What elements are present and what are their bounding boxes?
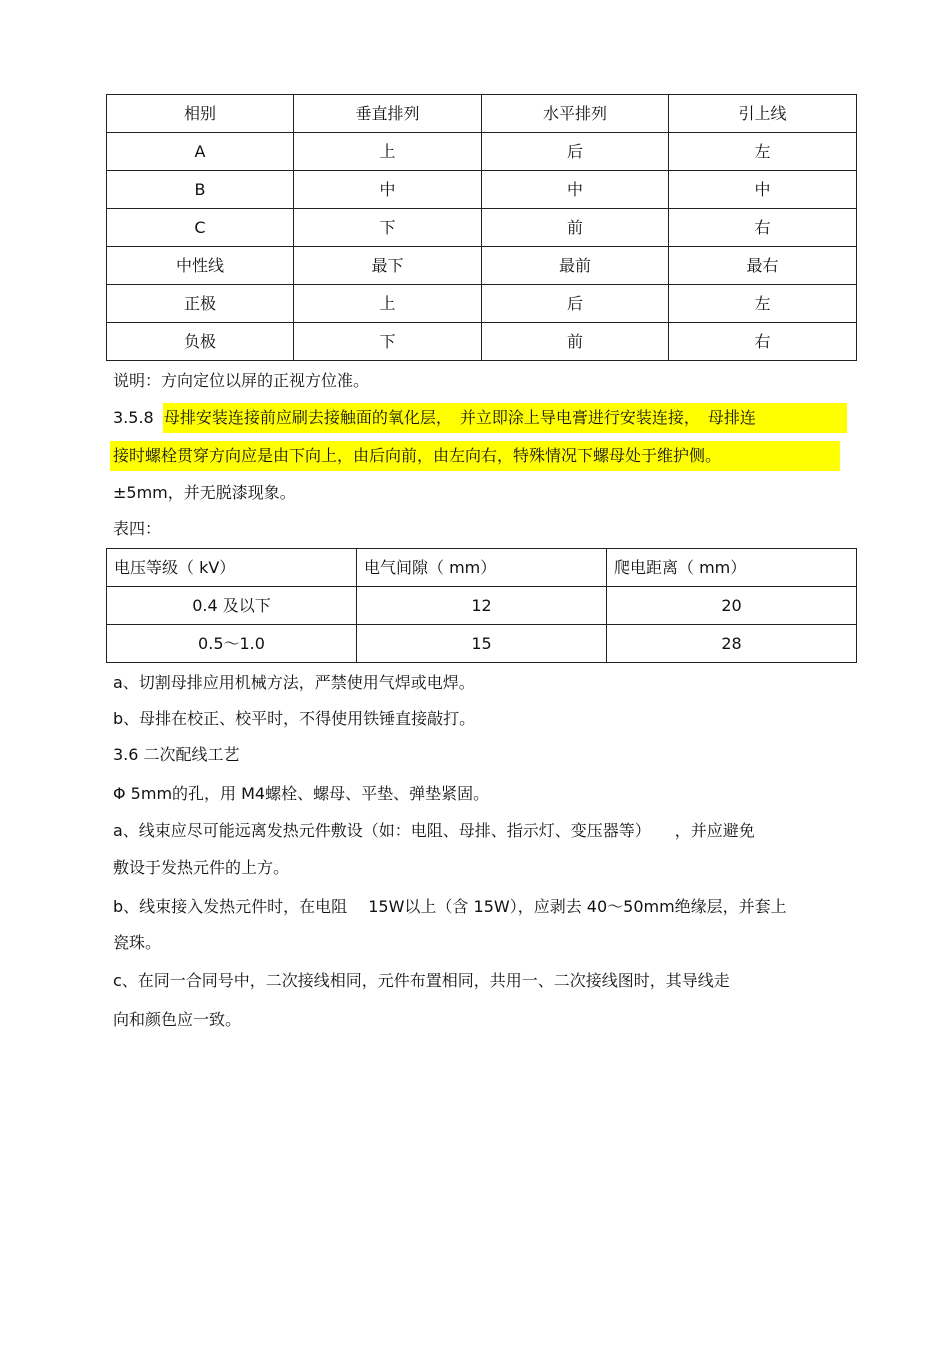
table-4-label: 表四：	[113, 519, 162, 538]
table-cell: 12	[357, 587, 607, 625]
item-b-straightening: b、母排在校正、校平时，不得使用铁锤直接敲打。	[113, 709, 476, 728]
header-voltage-level: 电压等级（ kV）	[107, 549, 357, 587]
table-cell: C	[107, 209, 294, 247]
header-lead-up: 引上线	[669, 95, 857, 133]
item-b-heat-line-2: 瓷珠。	[113, 933, 162, 952]
table-cell: 右	[669, 323, 857, 361]
table-cell: 左	[669, 133, 857, 171]
table-cell: 负极	[107, 323, 294, 361]
phase-arrangement-table	[106, 94, 857, 361]
item-a-cutting: a、切割母排应用机械方法，严禁使用气焊或电焊。	[113, 673, 475, 692]
item-c-same-line-2: 向和颜色应一致。	[113, 1010, 242, 1029]
table-cell: 最前	[482, 247, 669, 285]
table-row	[107, 209, 857, 247]
tolerance-text: ±5mm，并无脱漆现象。	[113, 483, 296, 502]
table-cell: 上	[294, 285, 482, 323]
table-cell: 中	[294, 171, 482, 209]
table-cell: 正极	[107, 285, 294, 323]
item-b-heat-line-1: b、线束接入发热元件时，在电阻 15W以上（含 15W），应剥去 40～50mm绝缘层，并套上	[113, 897, 787, 916]
table-cell: 中	[669, 171, 857, 209]
table-cell: 最右	[669, 247, 857, 285]
table-row	[107, 133, 857, 171]
note-text: 说明：方向定位以屏的正视方位准。	[113, 371, 370, 390]
table-cell: 最下	[294, 247, 482, 285]
table-row	[107, 625, 857, 663]
section-text: 母排安装连接前应刷去接触面的氧化层， 并立即涂上导电膏进行安装连接， 母排连	[163, 408, 756, 427]
item-c-same-line-1: c、在同一合同号中，二次接线相同，元件布置相同，共用一、二次接线图时，其导线走	[113, 971, 730, 990]
section-number: 3.5.8	[113, 408, 154, 427]
table-cell: 28	[607, 625, 857, 663]
table-row	[107, 171, 857, 209]
section-3-6-heading: 3.6 二次配线工艺	[113, 745, 240, 764]
header-electrical-clearance: 电气间隙（ mm）	[357, 549, 607, 587]
table-header-row	[107, 549, 857, 587]
header-creepage-distance: 爬电距离（ mm）	[607, 549, 857, 587]
table-cell: 右	[669, 209, 857, 247]
table-row	[107, 323, 857, 361]
table-cell: 下	[294, 209, 482, 247]
table-cell: 左	[669, 285, 857, 323]
table-cell: 上	[294, 133, 482, 171]
hole-line: Φ 5mm的孔，用 M4螺栓、螺母、平垫、弹垫紧固。	[113, 784, 490, 803]
header-horizontal: 水平排列	[482, 95, 669, 133]
table-row	[107, 587, 857, 625]
table-cell: 15	[357, 625, 607, 663]
item-a-bundle-line-1: a、线束应尽可能远离发热元件敷设（如：电阻、母排、指示灯、变压器等） ，并应避免	[113, 821, 755, 840]
table-cell: 后	[482, 285, 669, 323]
table-cell: 前	[482, 323, 669, 361]
table-cell: 前	[482, 209, 669, 247]
header-phase: 相别	[107, 95, 294, 133]
table-cell: 中性线	[107, 247, 294, 285]
table-cell: A	[107, 133, 294, 171]
table-cell: 0.5～1.0	[107, 625, 357, 663]
table-header-row	[107, 95, 857, 133]
item-a-bundle-line-2: 敷设于发热元件的上方。	[113, 858, 290, 877]
table-cell: 中	[482, 171, 669, 209]
table-cell: B	[107, 171, 294, 209]
table-cell: 后	[482, 133, 669, 171]
table-cell: 0.4 及以下	[107, 587, 357, 625]
section-3-5-8-line-1	[113, 405, 756, 431]
table-cell: 20	[607, 587, 857, 625]
clearance-table	[106, 548, 857, 663]
header-vertical: 垂直排列	[294, 95, 482, 133]
table-row	[107, 285, 857, 323]
table-row	[107, 247, 857, 285]
table-cell: 下	[294, 323, 482, 361]
section-3-5-8-line-2: 接时螺栓贯穿方向应是由下向上，由后向前，由左向右，特殊情况下螺母处于维护侧。	[113, 446, 722, 465]
